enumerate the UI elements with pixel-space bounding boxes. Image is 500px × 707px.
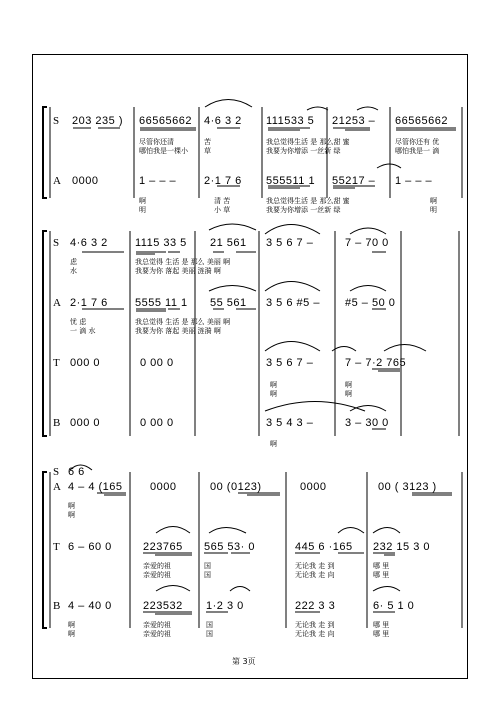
s-lyric-1: 我总觉得 生活 是 那么 美丽 啊 <box>135 258 231 266</box>
s-measure-0: 203 235 ) <box>72 115 123 127</box>
t-measure-0: 6 – 60 0 <box>68 541 112 553</box>
a-measure-3: 555511 1 <box>266 175 316 187</box>
a-lyric-1: 啊 <box>139 197 146 205</box>
voice-label-s: S <box>53 115 60 127</box>
s-lyric-1: 虑 <box>70 258 77 266</box>
t-measure-1: 223765 <box>143 541 183 553</box>
a-measure-4: 00 ( 3123 ) <box>378 481 437 493</box>
voice-label-a: A <box>53 175 61 187</box>
t-measure-3: 445 6 ·165 <box>295 541 353 553</box>
s-measure-1: 1115 33 5 <box>135 237 187 249</box>
t-lyric-1: 啊 <box>270 381 277 389</box>
a-lyric-2: 啊 <box>68 511 75 519</box>
s-measure-1: 66565662 <box>139 115 192 127</box>
t-lyric-2: 国 <box>204 571 211 579</box>
a-measure-0: 4 – 4 (165 <box>68 481 123 493</box>
s-measure-4: 21253 – <box>332 115 376 127</box>
s-measure-4: 7 – 70 0 <box>345 237 389 249</box>
a-lyric-2: 明 <box>430 206 437 214</box>
t-lyric-1: 国 <box>204 562 211 570</box>
b-lyric-1: 亲爱的祖 <box>143 621 171 629</box>
b-lyric-1: 无论我 走 到 <box>295 621 335 629</box>
t-lyric-2: 啊 <box>345 390 352 398</box>
b-lyric-1: 国 <box>206 621 213 629</box>
b-measure-0: 4 – 40 0 <box>68 600 112 612</box>
a-lyric-1: 我总觉得生活 是 那么甜 蜜 <box>266 197 350 205</box>
t-lyric-1: 哪 里 <box>373 562 390 570</box>
t-measure-0: 000 0 <box>70 357 101 369</box>
t-measure-4: 232 15 3 0 <box>373 541 430 553</box>
t-lyric-2: 亲爱的祖 <box>143 571 171 579</box>
t-measure-2: 565 53· 0 <box>204 541 255 553</box>
page-number: 第 3页 <box>232 657 256 666</box>
a-lyric-2: 小 草 <box>214 206 231 214</box>
a-measure-2: 2·1 7 6 <box>204 175 242 187</box>
a-measure-2: 00 (0123) <box>210 481 262 493</box>
s-measure-3: 111533 5 <box>266 115 315 127</box>
b-lyric-2: 亲爱的祖 <box>143 630 171 638</box>
s-measure-5: 66565662 <box>395 115 448 127</box>
b-measure-0: 000 0 <box>70 417 101 429</box>
t-measure-3: 7 – 7·2 765 <box>345 357 407 369</box>
s-lyric-2: 我要为你增添 一丝新 绿 <box>266 147 341 155</box>
s-lyric-2: 哪怕我是一 滴 <box>395 147 440 155</box>
voice-label-a: A <box>53 481 61 493</box>
a-lyric-2: 明 <box>139 206 146 214</box>
b-lyric-2: 哪 里 <box>373 630 390 638</box>
b-lyric-1: 啊 <box>270 440 277 448</box>
voice-label-b: B <box>53 600 61 612</box>
s-lyric-1: 尽管你还有 优 <box>395 138 440 146</box>
a-measure-1: 1 – – – <box>139 175 177 187</box>
s-measure-3: 3 5 6 7 – <box>266 237 314 249</box>
t-lyric-2: 啊 <box>270 390 277 398</box>
t-lyric-1: 啊 <box>345 381 352 389</box>
voice-label-b: B <box>53 417 61 429</box>
a-measure-0: 2·1 7 6 <box>70 297 108 309</box>
system-2-lines <box>43 224 459 436</box>
s-lyric-1: 尽管你还清 <box>139 138 174 146</box>
s-measure-2: 21 561 <box>210 237 247 249</box>
b-measure-4: 6· 5 1 0 <box>373 600 415 612</box>
a-lyric-1: 我总觉得 生活 是 那么 美丽 啊 <box>135 318 231 326</box>
b-lyric-2: 无论我 走 向 <box>295 630 335 638</box>
a-measure-1: 0000 <box>150 481 177 493</box>
s-lyric-2: 哪怕我是一棵小 <box>139 147 188 155</box>
s-lyric-2: 我要为你 落起 美丽 涟漪 啊 <box>135 267 221 275</box>
t-lyric-1: 无论我 走 到 <box>295 562 335 570</box>
s-measure-2: 4·6 3 2 <box>204 115 242 127</box>
t-measure-1: 0 00 0 <box>140 357 174 369</box>
t-lyric-2: 哪 里 <box>373 571 390 579</box>
t-lyric-2: 无论我 走 向 <box>295 571 335 579</box>
a-measure-2: 55 561 <box>210 297 247 309</box>
s-lyric-1: 苦 <box>204 138 211 146</box>
voice-label-a: A <box>53 297 61 309</box>
b-measure-2: 1·2 3 0 <box>206 600 244 612</box>
b-lyric-2: 啊 <box>68 630 75 638</box>
s-measure-0: 6 6 <box>68 466 85 478</box>
a-measure-4: #5 – 50 0 <box>345 297 396 309</box>
voice-label-t: T <box>53 357 60 369</box>
b-measure-3: 3 – 30 0 <box>345 417 389 429</box>
a-lyric-2: 我要为你增添 一丝新 绿 <box>266 206 341 214</box>
b-lyric-1: 啊 <box>68 621 75 629</box>
b-measure-1: 0 00 0 <box>140 417 174 429</box>
a-measure-1: 5555 11 1 <box>135 297 188 309</box>
b-lyric-2: 国 <box>206 630 213 638</box>
b-measure-3: 222 3 3 <box>295 600 336 612</box>
t-measure-2: 3 5 6 7 – <box>266 357 314 369</box>
a-lyric-1: 清 苦 <box>214 197 231 205</box>
voice-label-s: S <box>53 466 60 478</box>
b-measure-2: 3 5 4 3 – <box>266 417 314 429</box>
a-measure-0: 0000 <box>72 175 99 187</box>
a-lyric-2: 一 滴 水 <box>70 327 96 335</box>
t-lyric-1: 亲爱的祖 <box>143 562 171 570</box>
a-lyric-2: 我要为你 落起 美丽 涟漪 啊 <box>135 327 221 335</box>
a-lyric-1: 啊 <box>68 502 75 510</box>
a-measure-4: 55217 – <box>332 175 376 187</box>
s-lyric-2: 水 <box>70 267 77 275</box>
s-lyric-2: 草 <box>204 147 211 155</box>
b-lyric-1: 哪 里 <box>373 621 390 629</box>
a-measure-5: 1 – – – <box>395 175 433 187</box>
a-lyric-1: 啊 <box>430 197 437 205</box>
a-lyric-1: 忧 虑 <box>70 318 87 326</box>
a-measure-3: 0000 <box>300 481 327 493</box>
voice-label-s: S <box>53 237 60 249</box>
b-measure-1: 223532 <box>143 600 183 612</box>
s-measure-0: 4·6 3 2 <box>70 237 108 249</box>
a-measure-3: 3 5 6 #5 – <box>266 297 320 309</box>
voice-label-t: T <box>53 541 60 553</box>
s-lyric-1: 我总觉得生活 是 那么甜 蜜 <box>266 138 350 146</box>
